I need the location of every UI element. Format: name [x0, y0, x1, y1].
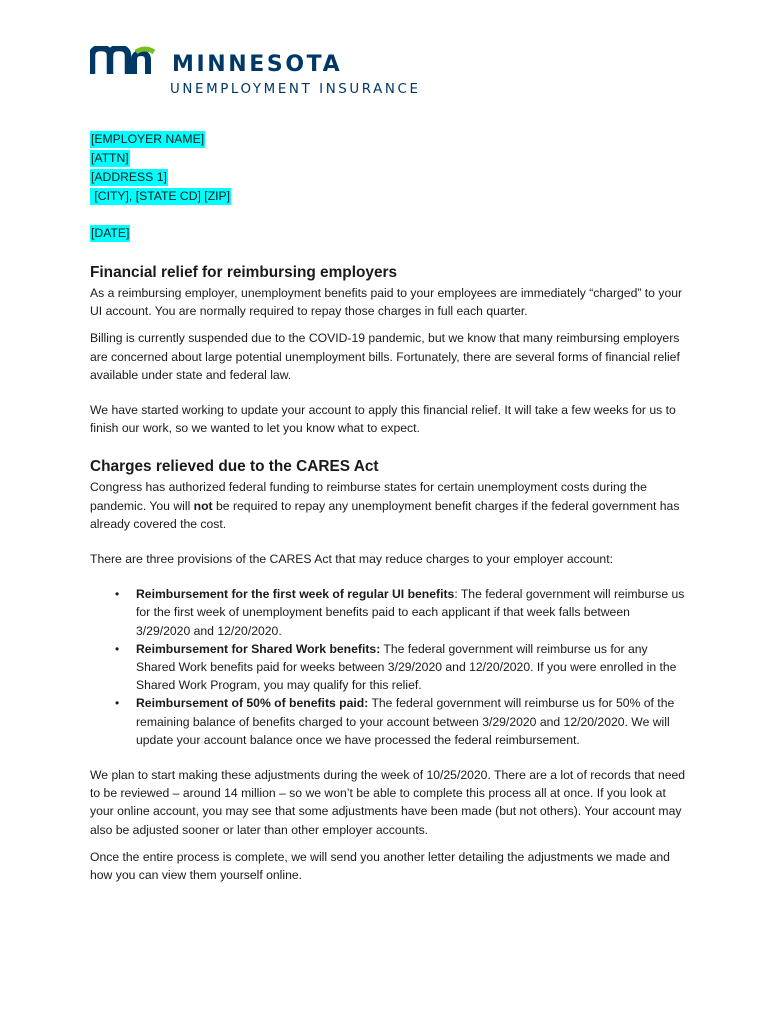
- letter-body: [90, 262, 686, 884]
- list-item: • Reimbursement of 50% of benefits paid: The federal government will reimburse us for 50% of the remaining balance of benefits charged to your account between 3/29/2020 and 12/20/2020. We will update your account balance once we have processed the federal reimbursement.: [115, 696, 675, 747]
- attn-placeholder: [ATTN]: [91, 151, 129, 165]
- section-heading-cares-act: Charges relieved due to the CARES Act: [90, 458, 379, 476]
- address-block: [90, 130, 231, 206]
- section-heading-financial-relief: Financial relief for reimbursing employers: [90, 264, 398, 281]
- paragraph-process-complete: Once the entire process is complete, we will send you another letter detailing the adjustments we made and how you can view them yourself online.: [90, 849, 670, 883]
- paragraph-billing-suspended: Billing is currently suspended due to the COVID-19 pandemic, but we know that many reimbursing employers are concerned about large potential unemployment bills. Fortunately, there are several forms of financial relief available under state and federal law.: [90, 331, 680, 382]
- list-item: • Reimbursement for the first week of regular UI benefits: The federal government will reimburse us for the first week of unemployment benefits paid to each applicant if that week falls between 3/29/2020 and 12/20/2020.: [115, 587, 685, 638]
- bullet-icon: •: [115, 587, 120, 602]
- logo-wordmark: MINNESOTA: [172, 52, 343, 77]
- bullet-icon: •: [115, 696, 120, 711]
- paragraph-started-working: We have started working to update your account to apply this financial relief. It will take a few weeks for us to finish our work, so we wanted to let you know what to expect.: [90, 403, 676, 436]
- paragraph-three-provisions: There are three provisions of the CARES Act that may reduce charges to your employer account:: [90, 552, 613, 567]
- provisions-list: [90, 585, 686, 749]
- city-state-zip-placeholder: [CITY], [STATE CD] [ZIP]: [91, 189, 231, 203]
- date-placeholder: [DATE]: [91, 226, 130, 240]
- date-line: [90, 225, 130, 242]
- logo-subtitle: UNEMPLOYMENT INSURANCE: [170, 82, 421, 97]
- paragraph-congress-funding: Congress has authorized federal funding to reimburse states for certain unemployment costs during the pandemic. You will not be required to repay any unemployment benefit charges if the federal government has already covered the cost.: [90, 480, 680, 531]
- paragraph-reimbursing-employer: As a reimbursing employer, unemployment benefits paid to your employees are immediately “charged” to your UI account. You are normally required to repay those charges in full each quarter.: [90, 286, 683, 319]
- list-item: • Reimbursement for Shared Work benefits: The federal government will reimburse us for any Shared Work benefits paid for weeks between 3/29/2020 and 12/20/2020. If you were enrolled in the Shared Work Program, you may qualify for this relief.: [115, 641, 677, 693]
- minnesota-m-logo-icon: [90, 46, 156, 76]
- minnesota-ui-logo: [90, 46, 430, 102]
- address-placeholder: [ADDRESS 1]: [91, 170, 167, 184]
- employer-name-placeholder: [EMPLOYER NAME]: [91, 132, 205, 146]
- paragraph-adjustments-plan: We plan to start making these adjustments during the week of 10/25/2020. There are a lot of records that need to be reviewed – around 14 million – so we won’t be able to complete this process all at once. If you look at your online account, you may see that some adjustments have been made (but not others). Your account may also be adjusted sooner or later than other employer accounts.: [90, 768, 686, 837]
- emphasis-not: not: [193, 498, 213, 513]
- bullet-icon: •: [115, 641, 120, 656]
